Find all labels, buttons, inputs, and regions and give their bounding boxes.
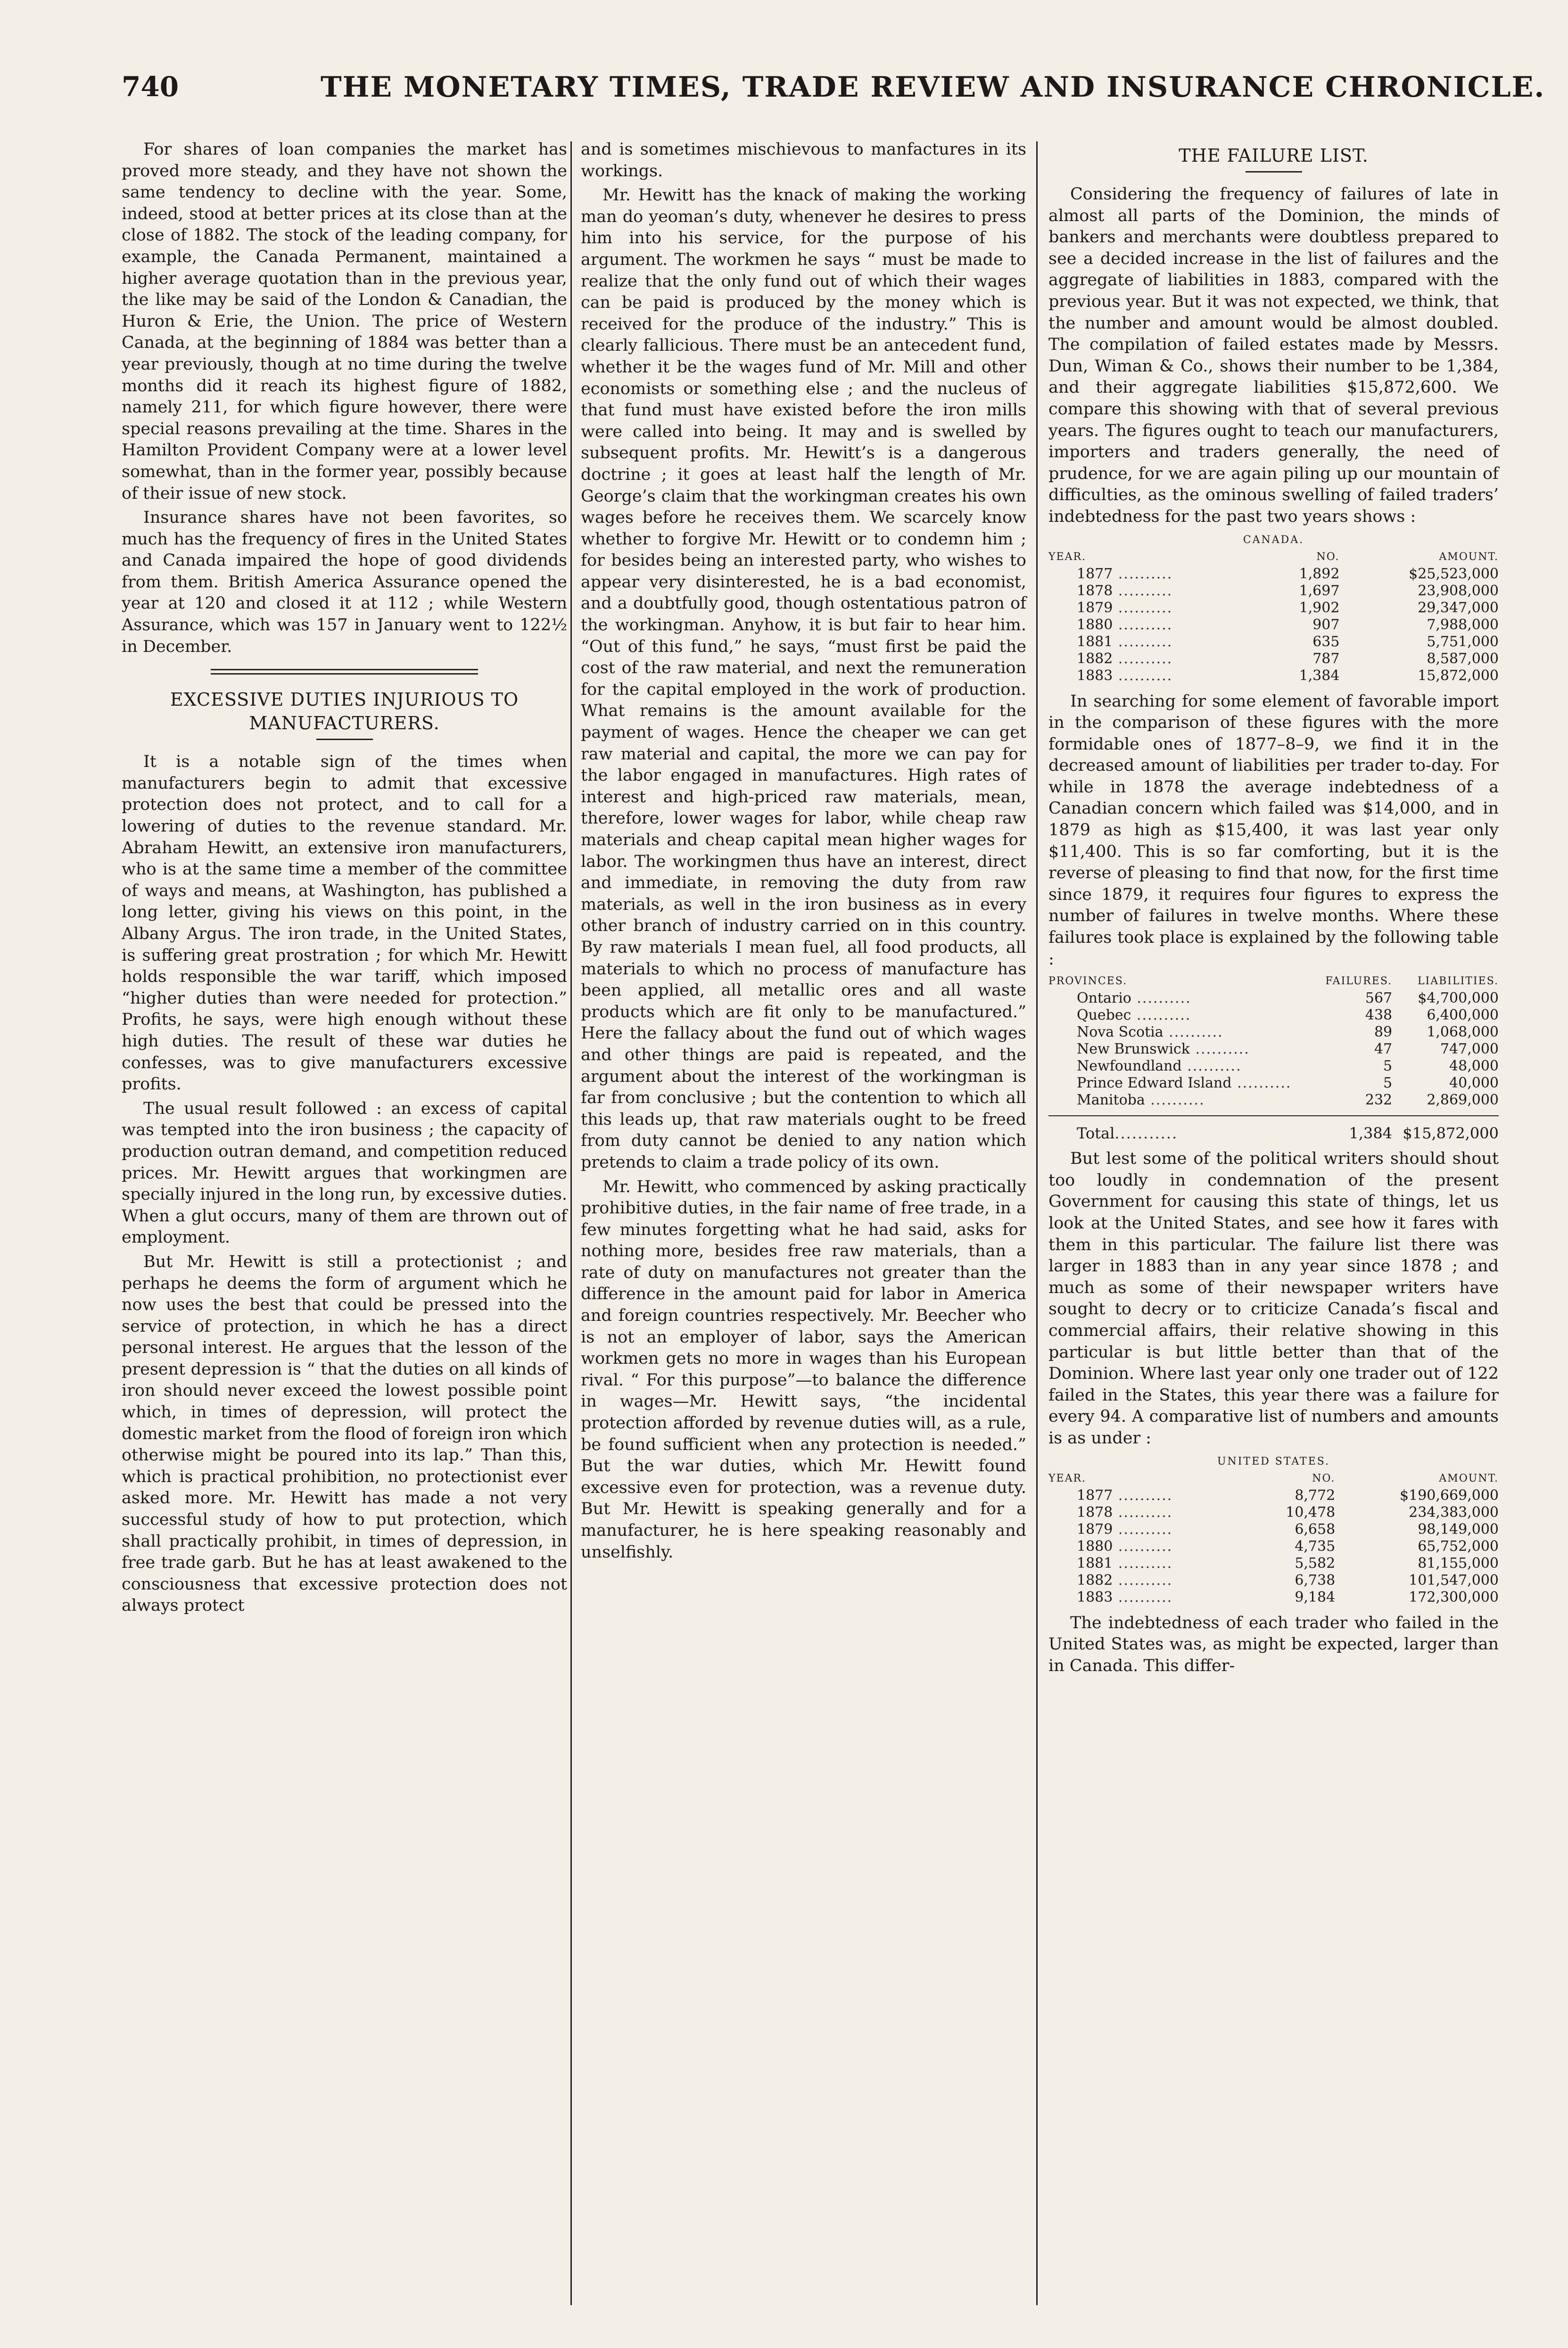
column-header: NO. [1312, 1472, 1336, 1484]
us-failures-table [1048, 1452, 1499, 1606]
paragraph: But Mr. Hewitt is still a protectionist ; and perhaps he deems the form of argument which he now uses the best that could be pressed into the service of protection, in which he has a direct personal interest. He argues that the lesson of the present depression is “ that the duties on all kinds of iron should never exceed the lowest possible point which, in times of depression, will protect the domestic market from the flood of foreign iron which otherwise might be poured into its lap.” Than this, which is practical prohibition, no protectionist ever asked more. Mr. Hewitt has made a not very successful study of how to put protection, which shall practically prohibit, in times of depression, in free trade garb. But he has at least awakened to the consciousness that excessive protection does not always protect [122, 1252, 567, 1615]
count-cell: 5,582 [1295, 1555, 1336, 1572]
total-liabilities: $15,872,000 [1403, 1124, 1499, 1143]
table-body [1048, 990, 1499, 1109]
year-cell: 1880 .......... [1077, 616, 1173, 633]
paragraph: Considering the frequency of failures of late in almost all parts of the Dominion, the minds of bankers and merchants were doubtless prepared to see a decided increase in the list of failures and the aggregate of liabilities in 1883, compared with the previous year. But it was not expected, we think, that the number and amount would be almost doubled. The compilation of failed estates made by Messrs. Dun, Wiman & Co., shows their number to be 1,384, and their aggregate liabilities $15,872,600. We compare this showing with that of several previous years. The figures ought to teach our manufacturers, importers and traders generally, the need of prudence, for we are again piling up our mountain of difficulties, as the ominous swelling of failed traders’ indebtedness for the past two years shows : [1048, 185, 1499, 526]
liabilities-cell: 40,000 [1449, 1075, 1499, 1092]
province-cell: Manitoba .......... [1077, 1092, 1205, 1109]
table-row [1048, 1007, 1499, 1024]
year-cell: 1878 .......... [1077, 1504, 1173, 1521]
liabilities-cell: $4,700,000 [1418, 990, 1499, 1007]
table-row [1048, 1024, 1499, 1041]
column-rule-left [570, 141, 572, 2305]
count-cell: 907 [1312, 616, 1340, 633]
year-cell: 1883 .......... [1077, 667, 1173, 684]
year-cell: 1881 .......... [1077, 1555, 1173, 1572]
paragraph: and is sometimes mischievous to manfactures in its workings. [581, 140, 1026, 181]
year-cell: 1881 .......... [1077, 633, 1173, 650]
paragraph: The indebtedness of each trader who failed in the United States was, as might be expected, larger than in Canada. This differ- [1048, 1613, 1499, 1675]
amount-cell: 8,587,000 [1427, 650, 1499, 667]
paragraph: It is a notable sign of the times when manufacturers begin to admit that excessive protection does not protect, and to call for a lowering of duties to the revenue standard. Mr. Abraham Hewitt, an extensive iron manufacturers, who is at the same time a member of the committee of ways and means, at Washington, has published a long letter, giving his views on this point, in the Albany Argus. The iron trade, in the United States, is suffering great prostration ; for which Mr. Hewitt holds responsible the war tariff, which imposed “higher duties than were needed for protection.” Profits, he says, were high enough without these high duties. The result of these war duties he confesses, was to give manufacturers excessive profits. [122, 752, 567, 1094]
year-cell: 1883 .......... [1077, 1589, 1173, 1606]
table-row [1048, 1041, 1499, 1058]
column-header: LIABILITIES. [1417, 975, 1499, 988]
section-heading-failure-list: THE FAILURE LIST. [1179, 145, 1369, 166]
province-cell: Quebec .......... [1077, 1007, 1191, 1024]
column-header: YEAR. [1048, 1472, 1087, 1484]
provinces-failures-table [1048, 973, 1499, 1142]
year-cell: 1879 .......... [1077, 1521, 1173, 1538]
amount-cell: $190,669,000 [1400, 1487, 1499, 1504]
table-row [1048, 1075, 1499, 1092]
amount-cell: 172,300,000 [1409, 1589, 1499, 1606]
paragraph: Mr. Hewitt has the knack of making the working man do yeoman’s duty, whenever he desires to press him into his service, for the purpose of his argument. The workmen he says “ must be made to realize that the only fund out of which their wages can be paid is produced by the money which is received for the produce of the industry.” This is clearly fallicious. There must be an antecedent fund, whether it be the wages fund of Mr. Mill and other economists or something else ; and the nucleus of that fund must have existed before the iron mills were called into being. It may and is swelled by subsequent profits. Mr. Hewitt’s is a dangerous doctrine ; it goes at least half the length of Mr. George’s claim that the workingman creates his own wages before he receives them. We scarcely know whether to forgive Mr. Hewitt or to condemn him ; for besides being an interested party, who wishes to appear very disinterested, he is a bad economist, and a doubtfully good, though ostentatious patron of the workingman. Anyhow, it is but fair to hear him. “Out of this fund,” he says, “must first be paid the cost of the raw material, and next the remuneration for the capital employed in the work of production. What remains is the amount available for the payment of wages. Hence the cheaper we can get raw material and capital, the more we can pay for the labor engaged in manufactures. High rates of interest and high-priced raw materials, mean, therefore, lower wages for labor, while cheap raw materials and cheap capital mean higher wages for labor. The workingmen thus have an interest, direct and immediate, in removing the duty from raw materials, as well in the iron business as in every other branch of industry carried on in this country. By raw materials I mean fuel, all food products, all materials to which no process of manufacture has been applied, all metallic ores and all waste products which are fit only to be manufactured.” Here the fallacy about the fund out of which wages and other things are paid is repeated, and the argument about the interest of the workingman is far from conclusive ; but the contention to which all this leads up, that raw materials ought to be freed from duty cannot be denied to any nation which pretends to claim a trade policy of its own. [581, 186, 1026, 1172]
province-cell: Newfoundland .......... [1077, 1058, 1242, 1075]
failures-cell: 438 [1365, 1007, 1393, 1024]
paragraph: Mr. Hewitt, who commenced by asking practically prohibitive duties, in the fair name of free trade, in a few minutes forgetting what he had said, asks for nothing more, besides free raw materials, than a rate of duty on manufactures not greater than the difference in the amount paid for labor in America and foreign countries respectively. Mr. Beecher who is not an employer of labor, says the American workmen gets no more in wages than his European rival. “ For this purpose”—to balance the difference in wages—Mr. Hewitt says, “the incidental protection afforded by revenue duties will, as a rule, be found sufficient when any protection is needed.” But the war duties, which Mr. Hewitt found excessive even for protection, was a revenue duty. But Mr. Hewitt is speaking generally and for a manufacturer, he is here speaking reasonably and unselfishly. [581, 1177, 1026, 1562]
count-cell: 6,738 [1295, 1572, 1336, 1589]
column-header: YEAR. [1048, 551, 1087, 563]
total-failures: 1,384 [1349, 1124, 1393, 1143]
total-label: Total [1077, 1124, 1115, 1143]
count-cell: 1,892 [1299, 565, 1340, 582]
count-cell: 4,735 [1295, 1538, 1336, 1555]
failures-cell: 89 [1374, 1024, 1393, 1041]
failures-cell: 5 [1383, 1075, 1393, 1092]
table-body [1048, 566, 1499, 684]
column-middle [581, 139, 1026, 1566]
count-cell: 1,902 [1299, 599, 1340, 616]
canada-failures-table [1048, 531, 1499, 684]
table-row [1048, 1572, 1499, 1589]
province-cell: Prince Edward Island .......... [1077, 1075, 1292, 1092]
count-cell: 635 [1312, 633, 1340, 650]
journal-title: THE MONETARY TIMES, TRADE REVIEW AND INSURANCE CHRONICLE. [321, 71, 1545, 104]
liabilities-cell: 2,869,000 [1427, 1092, 1499, 1109]
page-header [0, 71, 1568, 123]
paragraph: In searching for some element of favorable import in the comparison of these figures with the more formidable ones of 1877–8–9, we find it in the decreased amount of liabilities per trader to-day. For while in 1878 the average indebtedness of a Canadian concern which failed was $14,000, and in 1879 as high as $15,400, it was last year only $11,400. This is so far comforting, but it is the reverse of pleasing to find that now, for the first time since 1879, it requires four figures to express the number of failures in twelve months. Where these failures took place is explained by the following table : [1048, 692, 1499, 969]
table-row [1048, 1538, 1499, 1555]
liabilities-cell: 747,000 [1440, 1041, 1499, 1058]
count-cell: 8,772 [1295, 1487, 1336, 1504]
count-cell: 1,697 [1299, 582, 1340, 599]
year-cell: 1877 .......... [1077, 1487, 1173, 1504]
paragraph: Insurance shares have not been favorites, so much has the frequency of fires in the United States and Canada impaired the hope of good dividends from them. British America Assurance opened the year at 120 and closed it at 112 ; while Western Assurance, which was 157 in January went to 122½ in December. [122, 508, 567, 656]
column-left [122, 139, 567, 1620]
table-row [1048, 1521, 1499, 1538]
count-cell: 1,384 [1299, 667, 1340, 684]
paragraph: The usual result followed : an excess of capital was tempted into the iron business ; the capacity of production outran demand, and competition reduced prices. Mr. Hewitt argues that workingmen are specially injured in the long run, by excessive duties. When a glut occurs, many of them are thrown out of employment. [122, 1099, 567, 1247]
table-row [1048, 990, 1499, 1007]
count-cell: 6,658 [1295, 1521, 1336, 1538]
amount-cell: 7,988,000 [1427, 616, 1499, 633]
failures-cell: 232 [1365, 1092, 1393, 1109]
page-number: 740 [122, 71, 179, 103]
year-cell: 1877 .......... [1077, 565, 1173, 582]
table-row [1048, 1589, 1499, 1606]
year-cell: 1879 .......... [1077, 599, 1173, 616]
amount-cell: 81,155,000 [1418, 1555, 1499, 1572]
table-row [1048, 1555, 1499, 1572]
year-cell: 1882 .......... [1077, 650, 1173, 667]
table-row [1048, 617, 1499, 634]
province-cell: Nova Scotia .......... [1077, 1024, 1223, 1041]
year-cell: 1880 .......... [1077, 1538, 1173, 1555]
column-header: PROVINCES. [1048, 975, 1128, 988]
amount-cell: $25,523,000 [1409, 565, 1499, 582]
paragraph: But lest some of the political writers should shout too loudly in condemnation of the present Government for causing this state of things, let us look at the United States, and see how it fares with them in this particular. The failure list there was larger in 1883 than in any year since 1878 ; and much as some of their newspaper writers have sought to decry or to criticize Canada’s fiscal and commercial affairs, their relative showing in this particular is but little better than that of the Dominion. Where last year only one trader out of 122 failed in the States, this year there was a failure for every 94. A comparative list of numbers and amounts is as under : [1048, 1149, 1499, 1448]
liabilities-cell: 6,400,000 [1427, 1007, 1499, 1024]
count-cell: 9,184 [1295, 1589, 1336, 1606]
failures-cell: 47 [1374, 1041, 1393, 1058]
table-caption: CANADA. [1243, 534, 1304, 546]
heading-rule [211, 669, 478, 675]
count-cell: 787 [1312, 650, 1340, 667]
heading-rule [316, 739, 373, 740]
table-row [1048, 1487, 1499, 1504]
amount-cell: 65,752,000 [1418, 1538, 1499, 1555]
amount-cell: 234,383,000 [1409, 1504, 1499, 1521]
column-header: FAILURES. [1325, 975, 1393, 988]
table-body [1048, 1487, 1499, 1606]
column-header: AMOUNT. [1439, 1472, 1499, 1484]
section-heading-excessive-duties: EXCESSIVE DUTIES INJURIOUS TO MANUFACTURERS. [170, 689, 519, 734]
paragraph: For shares of loan companies the market has proved more steady, and they have not shown the same tendency to decline with the year. Some, indeed, stood at better prices at its close than at the close of 1882. The stock of the leading company, for example, the Canada Permanent, maintained a higher average quotation than in the previous year, the like may be said of the London & Canadian, the Huron & Erie, the Union. The price of Western Canada, at the beginning of 1884 was better than a year previously, though at no time during the twelve months did it reach its highest figure of 1882, namely 211, for which figure however, there were special reasons prevailing at the time. Shares in the Hamilton Provident Company were at a lower level somewhat, than in the former year, possibly because of their issue of new stock. [122, 140, 567, 503]
heading-rule [1246, 171, 1302, 173]
table-row [1048, 651, 1499, 667]
amount-cell: 23,908,000 [1418, 582, 1499, 599]
liabilities-cell: 1,068,000 [1427, 1024, 1499, 1041]
table-row [1048, 1058, 1499, 1075]
amount-cell: 29,347,000 [1418, 599, 1499, 616]
table-row [1048, 634, 1499, 651]
count-cell: 10,478 [1286, 1504, 1336, 1521]
column-right [1048, 139, 1499, 1680]
amount-cell: 5,751,000 [1427, 633, 1499, 650]
amount-cell: 98,149,000 [1418, 1521, 1499, 1538]
column-rule-right [1036, 141, 1038, 2305]
failures-cell: 567 [1365, 990, 1393, 1007]
failures-cell: 5 [1383, 1058, 1393, 1075]
year-cell: 1882 .......... [1077, 1572, 1173, 1589]
table-row [1048, 566, 1499, 583]
liabilities-cell: 48,000 [1449, 1058, 1499, 1075]
column-header: AMOUNT. [1439, 551, 1499, 563]
year-cell: 1878 .......... [1077, 582, 1173, 599]
table-row [1048, 583, 1499, 600]
province-cell: New Brunswick .......... [1077, 1041, 1250, 1058]
amount-cell: 101,547,000 [1409, 1572, 1499, 1589]
column-header: NO. [1316, 551, 1340, 563]
table-total-row: Total........... 1,384 $15,872,000 [1048, 1116, 1499, 1142]
province-cell: Ontario .......... [1077, 990, 1191, 1007]
table-row [1048, 667, 1499, 684]
table-caption: UNITED STATES. [1217, 1455, 1330, 1467]
table-row [1048, 1092, 1499, 1109]
table-row [1048, 600, 1499, 617]
table-row [1048, 1504, 1499, 1521]
amount-cell: 15,872,000 [1418, 667, 1499, 684]
